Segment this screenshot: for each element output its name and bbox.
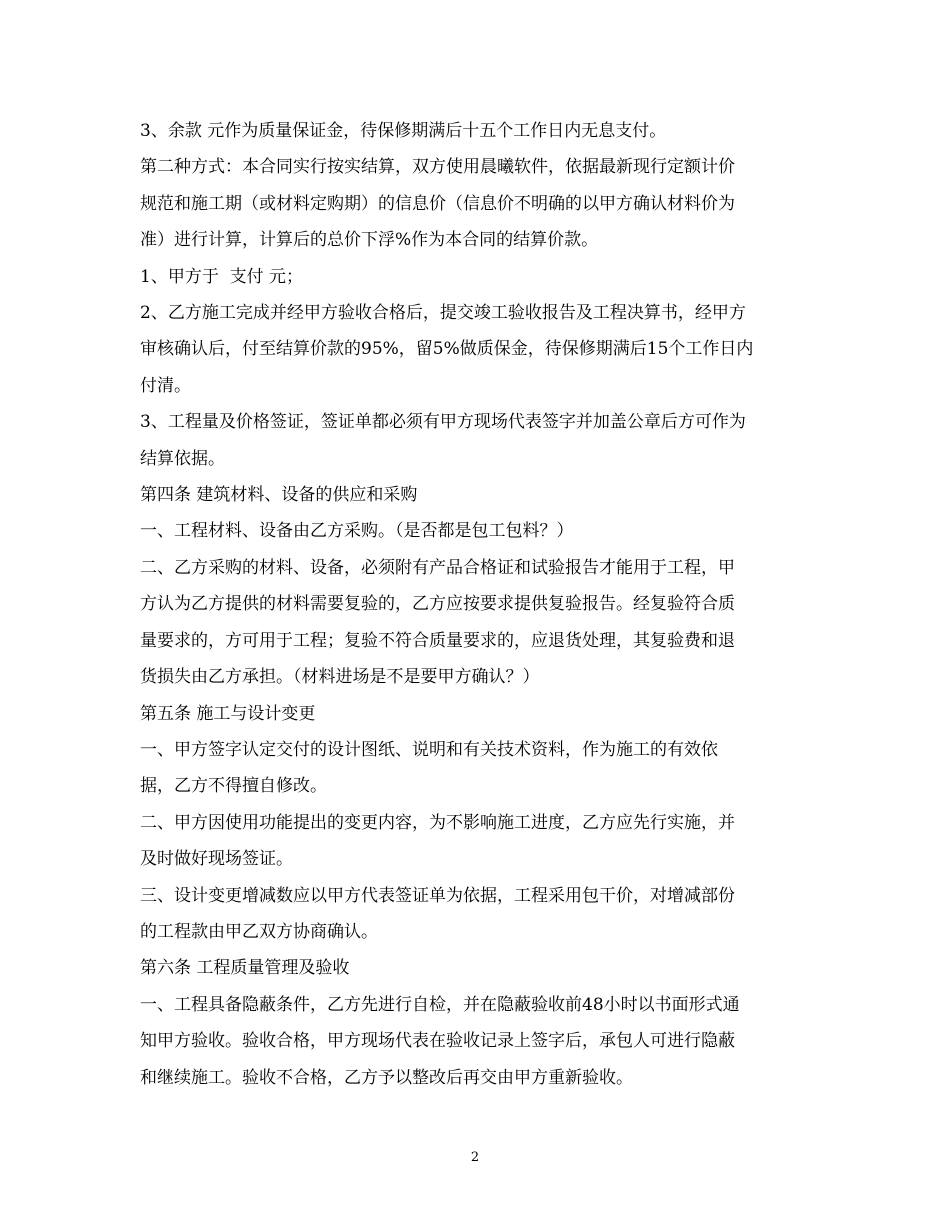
text-line: 一、工程材料、设备由乙方采购。（是否都是包工包料？） bbox=[140, 521, 574, 542]
text-line: 货损失由乙方承担。（材料进场是不是要甲方确认？） bbox=[140, 667, 540, 688]
text-line: 1、甲方于 支付 元； bbox=[140, 266, 304, 287]
text-line: 二、甲方因使用功能提出的变更内容，为不影响施工进度，乙方应先行实施，并 bbox=[140, 812, 735, 833]
text-line: 方认为乙方提供的材料需要复验的，乙方应按要求提供复验报告。经复验符合质 bbox=[140, 594, 735, 615]
text-line: 结算依据。 bbox=[140, 448, 225, 469]
text-line: 2、乙方施工完成并经甲方验收合格后，提交竣工验收报告及工程决算书，经甲方 bbox=[140, 303, 746, 324]
text-line: 3、工程量及价格签证，签证单都必须有甲方现场代表签字并加盖公章后方可作为 bbox=[140, 412, 746, 433]
document-body bbox=[140, 113, 810, 1096]
text-line: 及时做好现场签证。 bbox=[140, 849, 293, 870]
section-heading: 第六条 工程质量管理及验收 bbox=[140, 958, 350, 979]
text-line: 3、余款 元作为质量保证金，待保修期满后十五个工作日内无息支付。 bbox=[140, 121, 667, 141]
text-line: 审核确认后，付至结算价款的95%，留5%做质保金，待保修期满后15个工作日内 bbox=[140, 339, 754, 360]
text-line: 的工程款由甲乙双方协商确认。 bbox=[140, 921, 378, 942]
text-line: 付清。 bbox=[140, 375, 191, 396]
page-number: 2 bbox=[470, 1150, 480, 1165]
text-line: 三、设计变更增减数应以甲方代表签证单为依据，工程采用包干价，对增减部份 bbox=[140, 885, 735, 906]
text-line: 准）进行计算，计算后的总价下浮%作为本合同的结算价款。 bbox=[140, 230, 599, 251]
text-line: 二、乙方采购的材料、设备，必须附有产品合格证和试验报告才能用于工程，甲 bbox=[140, 557, 735, 578]
text-line: 第二种方式：本合同实行按实结算，双方使用晨曦软件，依据最新现行定额计价 bbox=[140, 157, 735, 178]
section-heading: 第五条 施工与设计变更 bbox=[140, 703, 316, 724]
text-line: 规范和施工期（或材料定购期）的信息价（信息价不明确的以甲方确认材料价为 bbox=[140, 193, 735, 214]
text-line: 一、甲方签字认定交付的设计图纸、说明和有关技术资料，作为施工的有效依 bbox=[140, 739, 718, 760]
section-heading: 第四条 建筑材料、设备的供应和采购 bbox=[140, 485, 418, 506]
text-line: 量要求的，方可用于工程；复验不符合质量要求的，应退货处理，其复验费和退 bbox=[140, 630, 735, 651]
text-line: 和继续施工。验收不合格，乙方予以整改后再交由甲方重新验收。 bbox=[140, 1067, 633, 1088]
text-line: 一、工程具备隐蔽条件，乙方先进行自检，并在隐蔽验收前48小时以书面形式通 bbox=[140, 994, 740, 1015]
text-line: 知甲方验收。验收合格，甲方现场代表在验收记录上签字后，承包人可进行隐蔽 bbox=[140, 1031, 735, 1052]
text-line: 据，乙方不得擅自修改。 bbox=[140, 776, 327, 797]
